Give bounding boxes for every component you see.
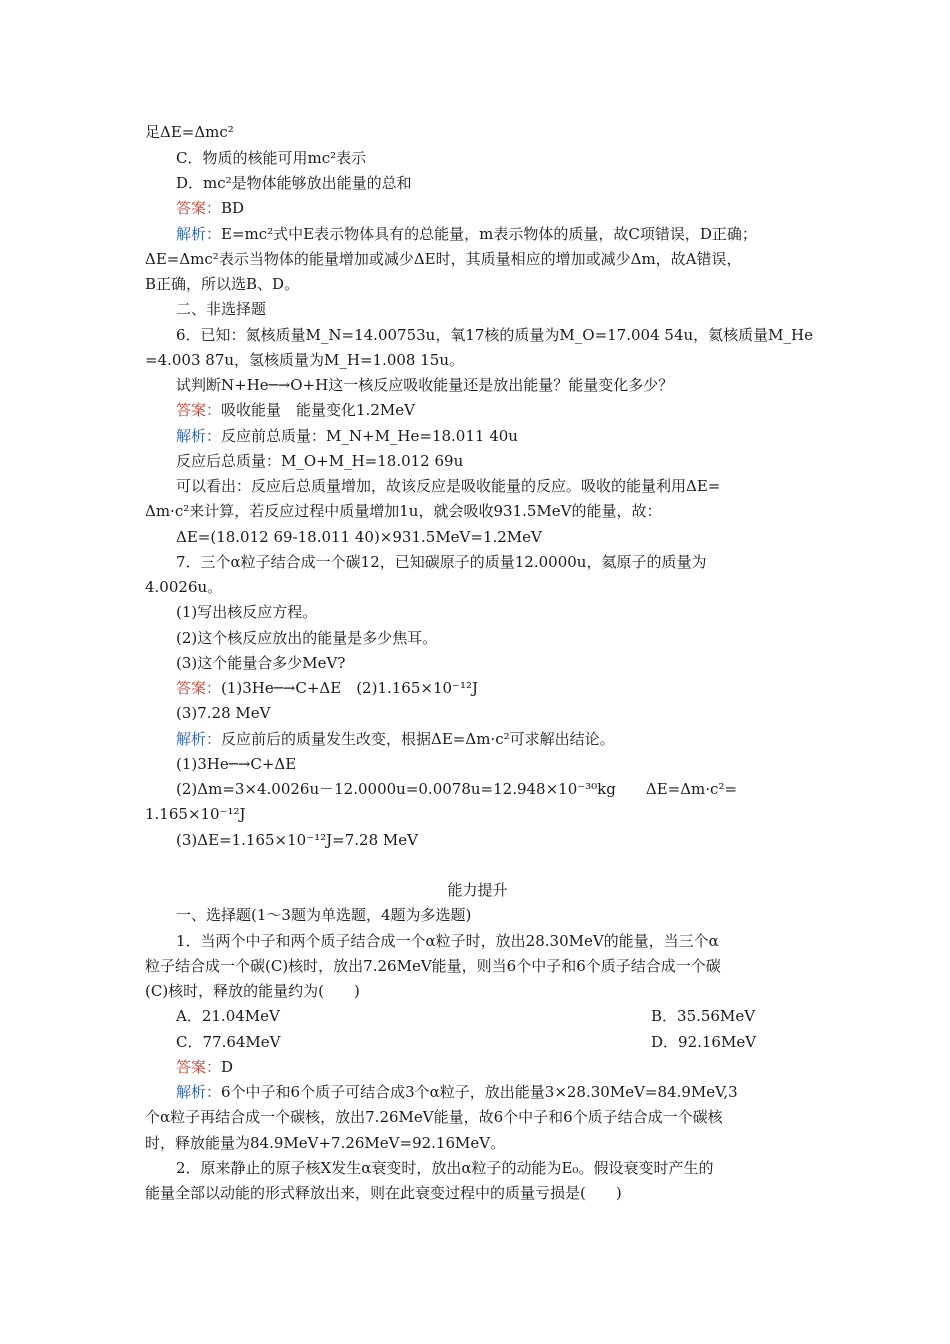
- answer-label: 答案：: [176, 199, 222, 217]
- explanation-label: 解析：: [176, 730, 222, 748]
- answer-line: [176, 198, 810, 218]
- text-line: 能量全部以动能的形式释放出来，则在此衰变过程中的质量亏损是( ): [145, 1184, 622, 1202]
- text-line: 反应后总质量：M_O+M_H=18.012 69u: [176, 452, 464, 470]
- text-line: 时，释放能量为84.9MeV+7.26MeV=92.16MeV。: [145, 1134, 506, 1152]
- option-c: C．物质的核能可用mc²表示: [176, 149, 367, 167]
- text-line: 个α粒子再结合成一个碳核，放出7.26MeV能量，故6个中子和6个质子结合成一个碳核: [145, 1108, 723, 1126]
- answer-text: D: [221, 1058, 234, 1076]
- answer-label: 答案：: [176, 679, 222, 697]
- answer-label: 答案：: [176, 401, 222, 419]
- explanation-label: 解析：: [176, 225, 222, 243]
- answer-text: 吸收能量 能量变化1.2MeV: [221, 401, 415, 419]
- option-b: B．35.56MeV: [651, 1007, 756, 1025]
- text-line: 足ΔE=Δmc²: [145, 123, 234, 141]
- text-line: 粒子结合成一个碳(C)核时，放出7.26MeV能量，则当6个中子和6个质子结合成一个碳: [145, 957, 721, 975]
- question-7: 7．三个α粒子结合成一个碳12，已知碳原子的质量12.0000u，氦原子的质量为: [176, 553, 707, 571]
- explanation-text: 反应前总质量：M_N+M_He=18.011 40u: [221, 427, 518, 445]
- text-line: =4.003 87u，氢核质量为M_H=1.008 15u。: [145, 351, 464, 369]
- answer-text: BD: [221, 199, 245, 217]
- text-line: ΔE=Δmc²表示当物体的能量增加或减少ΔE时，其质量相应的增加或减少Δm，故A错误，: [145, 250, 742, 268]
- answer-text: (1)3He─→C+ΔE (2)1.165×10⁻¹²J: [221, 679, 478, 697]
- sub-question: (1)写出核反应方程。: [176, 603, 318, 621]
- option-a: A．21.04MeV: [176, 1007, 280, 1025]
- text-line: (3)ΔE=1.165×10⁻¹²J=7.28 MeV: [176, 831, 418, 849]
- question-6: 6．已知：氮核质量M_N=14.00753u，氧17核的质量为M_O=17.004 54u，氦核质量M_He: [176, 326, 813, 344]
- text-line: (1)3He─→C+ΔE: [176, 755, 297, 773]
- option-d: D．mc²是物体能够放出能量的总和: [176, 174, 412, 192]
- text-line: (2)Δm=3×4.0026u－12.0000u=0.0078u=12.948×10⁻³⁰kg ΔE=Δm·c²=: [176, 780, 738, 798]
- explanation-text: E=mc²式中E表示物体具有的总能量，m表示物体的质量，故C项错误，D正确；: [221, 225, 757, 243]
- explanation-label: 解析：: [176, 1083, 222, 1101]
- explanation-label: 解析：: [176, 427, 222, 445]
- explanation-line: [176, 1082, 810, 1102]
- option-d: D．92.16MeV: [651, 1033, 757, 1051]
- section-title: 能力提升: [447, 881, 508, 899]
- text-line: Δm·c²来计算，若反应过程中质量增加1u，就会吸收931.5MeV的能量，故：: [145, 502, 662, 520]
- sub-question: (2)这个核反应放出的能量是多少焦耳。: [176, 629, 438, 647]
- text-line: ΔE=(18.012 69-18.011 40)×931.5MeV=1.2MeV: [176, 528, 542, 546]
- explanation-text: 反应前后的质量发生改变，根据ΔE=Δm·c²可求解出结论。: [221, 730, 615, 748]
- section-heading: 二、非选择题: [176, 300, 267, 318]
- question-2: 2．原来静止的原子核X发生α衰变时，放出α粒子的动能为E₀。假设衰变时产生的: [176, 1159, 714, 1177]
- text-line: (C)核时，释放的能量约为( ): [145, 982, 360, 1000]
- answer-line: [176, 678, 810, 698]
- option-c: C．77.64MeV: [176, 1033, 281, 1051]
- text-line: (3)7.28 MeV: [176, 704, 271, 722]
- text-line: 可以看出：反应后总质量增加，故该反应是吸收能量的反应。吸收的能量利用ΔE=: [176, 477, 721, 495]
- sub-question: (3)这个能量合多少MeV?: [176, 654, 346, 672]
- answer-label: 答案：: [176, 1058, 222, 1076]
- text-line: 试判断N+He─→O+H这一核反应吸收能量还是放出能量？能量变化多少？: [176, 376, 674, 394]
- section-heading: 一、选择题(1～3题为单选题，4题为多选题): [176, 906, 472, 924]
- answer-line: [176, 400, 810, 420]
- text-line: 1.165×10⁻¹²J: [145, 805, 246, 823]
- text-line: 4.0026u。: [145, 578, 223, 596]
- explanation-text: 6个中子和6个质子可结合成3个α粒子，放出能量3×28.30MeV=84.9MeV,3: [221, 1083, 738, 1101]
- text-line: B正确，所以选B、D。: [145, 275, 300, 293]
- options-row: [176, 1032, 810, 1052]
- explanation-line: [176, 224, 810, 244]
- answer-line: [176, 1057, 810, 1077]
- options-row: [176, 1006, 810, 1026]
- explanation-line: [176, 729, 810, 749]
- question-1: 1．当两个中子和两个质子结合成一个α粒子时，放出28.30MeV的能量，当三个α: [176, 932, 719, 950]
- explanation-line: [176, 426, 810, 446]
